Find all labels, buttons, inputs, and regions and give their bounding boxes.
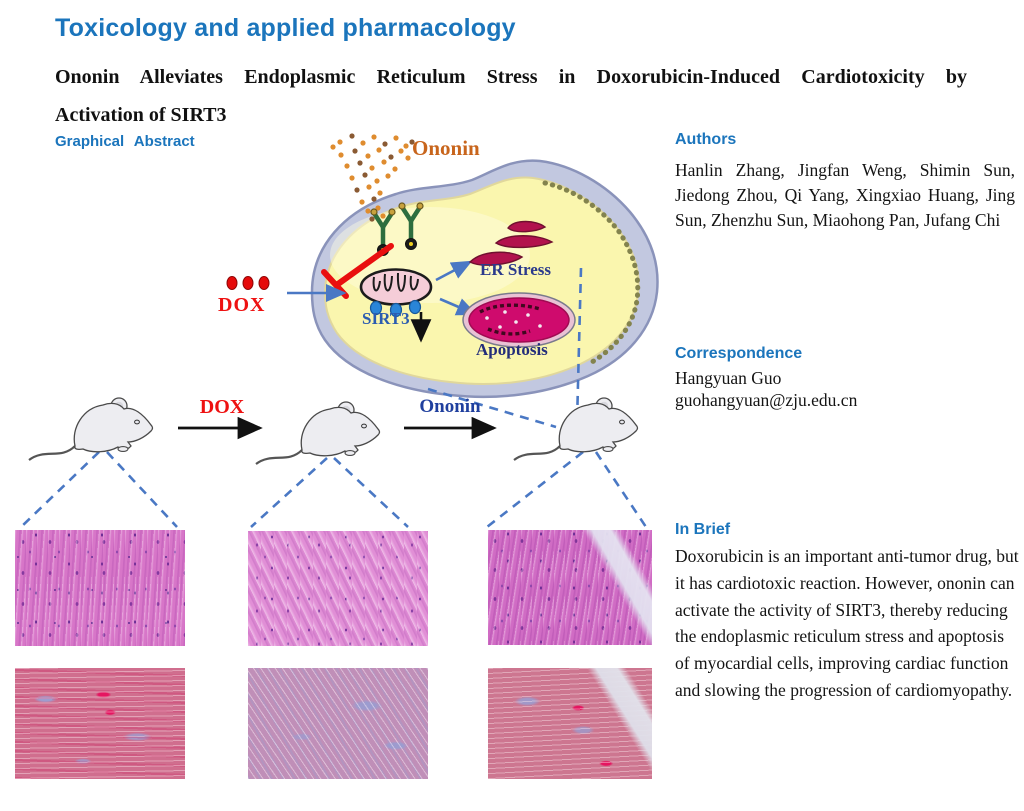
histology-he-ononin xyxy=(488,530,652,645)
graphical-abstract-label: Graphical Abstract xyxy=(55,133,195,150)
authors-list: Hanlin Zhang, Jingfan Weng, Shimin Sun, Jiedong Zhou, Qi Yang, Xingxiao Huang, Jing Sun, Zhenzhu Sun, Miaohong Pan, Jufang Chi xyxy=(675,160,1015,230)
apoptosis-label: Apoptosis xyxy=(476,340,548,359)
dox-treatment-label: DOX xyxy=(199,396,245,418)
histology-masson-control xyxy=(15,668,185,779)
dox-molecules xyxy=(227,277,269,290)
mouse-ononin xyxy=(514,398,638,460)
apoptosis-nucleus-icon xyxy=(463,293,575,347)
histology-he-dox xyxy=(248,531,428,646)
in-brief-heading: In Brief xyxy=(675,521,731,538)
correspondence-email: guohangyuan@zju.edu.cn xyxy=(675,390,858,410)
authors-heading: Authors xyxy=(675,131,737,148)
ononin-cloud-label: Ononin xyxy=(412,136,480,160)
in-brief-text: Doxorubicin is an important anti-tumor drug, but it has cardiotoxic reaction. However, ononin can activate the activity of SIRT3, thereby reducing the endoplasmic reticulum stress and apoptosis of myocardial cells, improving cardiac function and slowing the progression of cardiomyopathy. xyxy=(675,546,1019,700)
correspondent-name: Hangyuan Guo xyxy=(675,368,782,388)
paper-title-line2: Activation of SIRT3 xyxy=(55,104,227,126)
dox-label: DOX xyxy=(218,294,266,316)
journal-title: Toxicology and applied pharmacology xyxy=(55,14,516,42)
mouse-control xyxy=(29,398,153,460)
mouse-dox xyxy=(256,402,380,464)
er-stress-label: ER Stress xyxy=(480,260,551,279)
ononin-treatment-label: Ononin xyxy=(419,396,481,417)
histology-masson-dox xyxy=(248,668,428,779)
correspondence-heading: Correspondence xyxy=(675,345,803,362)
paper-title-line1: Ononin Alleviates Endoplasmic Reticulum Stress in Doxorubicin-Induced Cardiotoxicity by xyxy=(55,66,967,88)
histology-he-control xyxy=(15,530,185,646)
sirt3-label: SIRT3 xyxy=(362,309,410,328)
histology-masson-ononin xyxy=(488,668,652,779)
